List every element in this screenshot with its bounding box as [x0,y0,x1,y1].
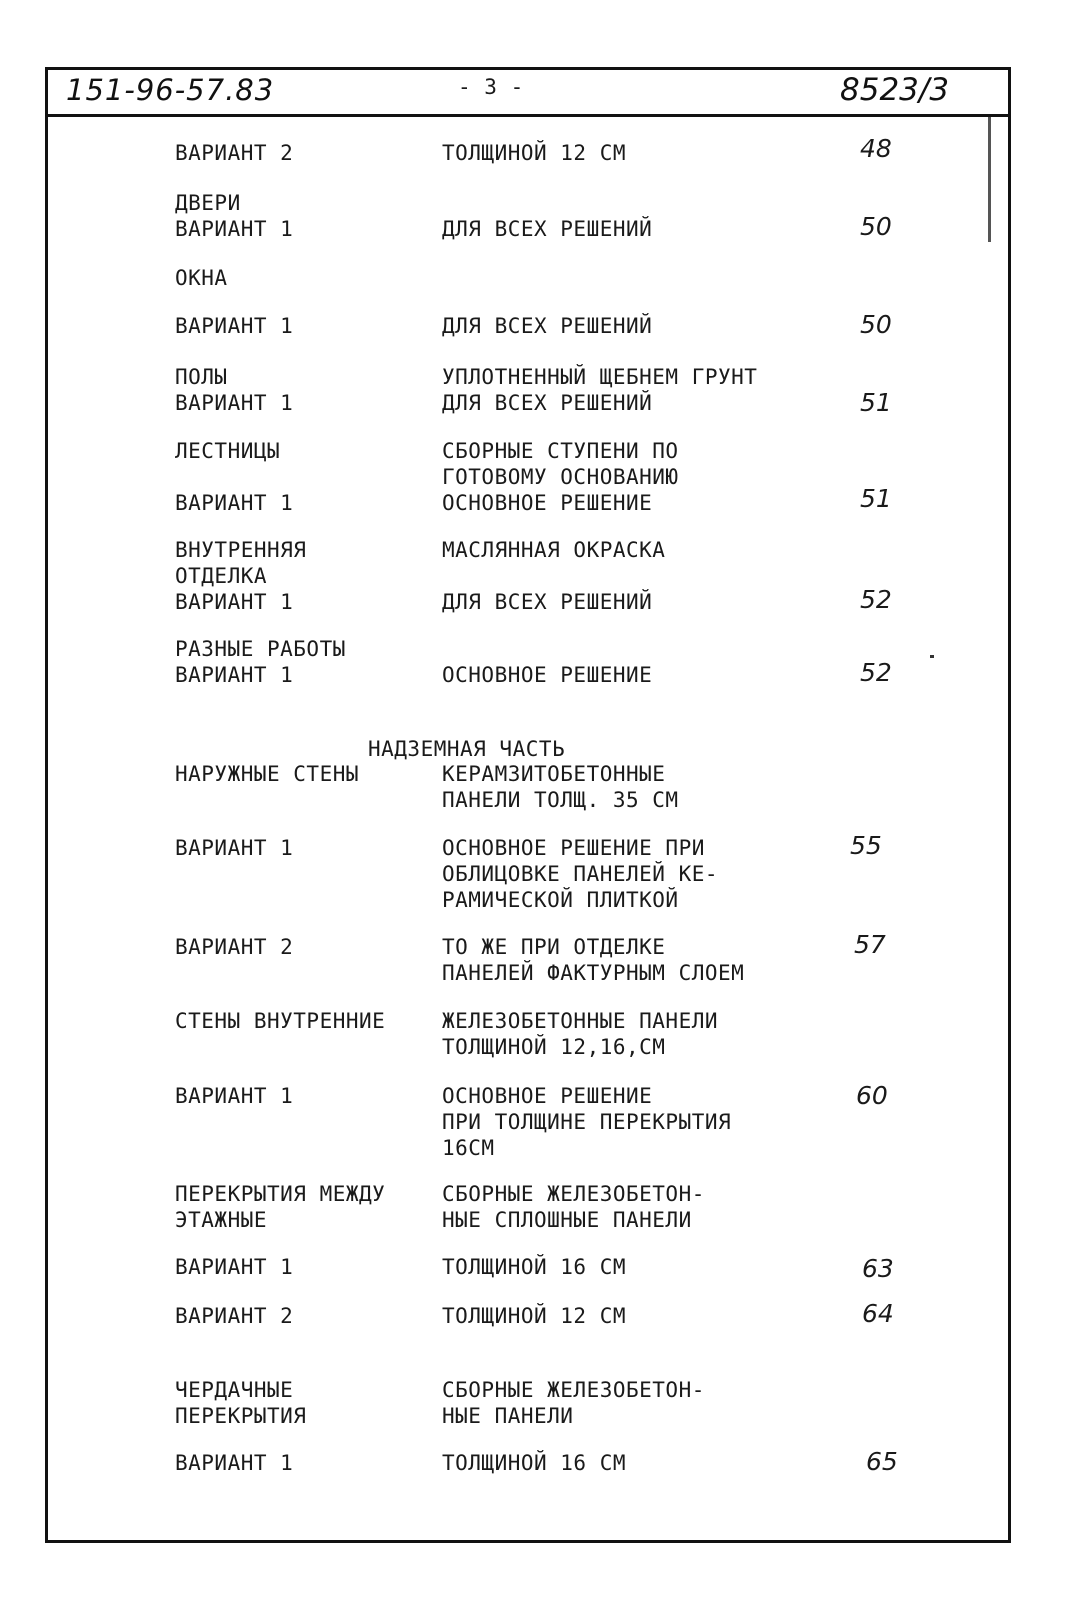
row-right: ДЛЯ ВСЕХ РЕШЕНИЙ [442,314,653,338]
row-right: ЖЕЛЕЗОБЕТОННЫЕ ПАНЕЛИ ТОЛЩИНОЙ 12,16,СМ [442,1009,719,1059]
row-page-ref: 52 [860,658,892,687]
row-left: ВНУТРЕННЯЯ ОТДЕЛКА ВАРИАНТ 1 [175,538,307,614]
row-page-ref: 51 [860,388,892,417]
document-code: 151-96-57.83 [66,73,275,107]
row-left: ОКНА [175,266,228,290]
row-left: НАРУЖНЫЕ СТЕНЫ [175,762,360,786]
row-left: РАЗНЫЕ РАБОТЫ ВАРИАНТ 1 [175,637,346,687]
row-right: СБОРНЫЕ ЖЕЛЕЗОБЕТОН- НЫЕ ПАНЕЛИ [442,1378,705,1428]
row-left: ВАРИАНТ 1 [175,1084,294,1108]
row-left: ДВЕРИ ВАРИАНТ 1 [175,191,294,241]
row-left: ВАРИАНТ 2 [175,935,294,959]
row-right: ТОЛЩИНОЙ 12 СМ [442,1304,627,1328]
row-page-ref: 65 [866,1447,898,1476]
row-right: ТОЛЩИНОЙ 16 СМ [442,1451,627,1475]
row-page-ref: 52 [860,585,892,614]
row-page-ref: 64 [862,1299,894,1328]
row-right: МАСЛЯННАЯ ОКРАСКА ДЛЯ ВСЕХ РЕШЕНИЙ [442,538,666,614]
row-right: ОСНОВНОЕ РЕШЕНИЕ [442,663,653,687]
header-divider [45,114,1011,117]
sheet-number: 8523/3 [840,72,950,108]
row-left: ПЕРЕКРЫТИЯ МЕЖДУ ЭТАЖНЫЕ [175,1182,386,1232]
row-page-ref: 57 [854,930,886,959]
row-left: ЛЕСТНИЦЫ ВАРИАНТ 1 [175,439,294,515]
row-right: ОСНОВНОЕ РЕШЕНИЕ ПРИ ОБЛИЦОВКЕ ПАНЕЛЕЙ КЕ- РАМИЧЕСКОЙ ПЛИТКОЙ [442,836,719,912]
row-right: КЕРАМЗИТОБЕТОННЫЕ ПАНЕЛИ ТОЛЩ. 35 СМ [442,762,679,812]
page-number: - 3 - [458,75,524,99]
row-left: ВАРИАНТ 1 [175,314,294,338]
scan-artifact-dot [930,655,934,658]
row-left: ВАРИАНТ 1 [175,836,294,860]
row-left: ВАРИАНТ 2 [175,141,294,165]
row-left: ПОЛЫ ВАРИАНТ 1 [175,365,294,415]
row-left: ЧЕРДАЧНЫЕ ПЕРЕКРЫТИЯ [175,1378,307,1428]
row-right: ТОЛЩИНОЙ 12 СМ [442,141,627,165]
row-page-ref: 51 [860,484,892,513]
row-right: СБОРНЫЕ ЖЕЛЕЗОБЕТОН- НЫЕ СПЛОШНЫЕ ПАНЕЛИ [442,1182,705,1232]
row-right: УПЛОТНЕННЫЙ ЩЕБНЕМ ГРУНТ ДЛЯ ВСЕХ РЕШЕНИЙ [442,365,758,415]
row-page-ref: 48 [860,134,892,163]
row-left: ВАРИАНТ 1 [175,1255,294,1279]
row-left: ВАРИАНТ 2 [175,1304,294,1328]
row-right: ДЛЯ ВСЕХ РЕШЕНИЙ [442,217,653,241]
row-right: ТОЛЩИНОЙ 16 СМ [442,1255,627,1279]
row-right: СБОРНЫЕ СТУПЕНИ ПО ГОТОВОМУ ОСНОВАНИЮ ОСНОВНОЕ РЕШЕНИЕ [442,439,679,515]
row-page-ref: 63 [862,1254,894,1283]
row-page-ref: 60 [856,1081,888,1110]
row-right: ТО ЖЕ ПРИ ОТДЕЛКЕ ПАНЕЛЕЙ ФАКТУРНЫМ СЛОЕМ [442,935,745,985]
row-page-ref: 55 [850,831,882,860]
row-left: ВАРИАНТ 1 [175,1451,294,1475]
row-page-ref: 50 [860,310,892,339]
scan-artifact-line [988,117,991,242]
row-right: ОСНОВНОЕ РЕШЕНИЕ ПРИ ТОЛЩИНЕ ПЕРЕКРЫТИЯ 16СМ [442,1084,732,1160]
row-left: СТЕНЫ ВНУТРЕННИЕ [175,1009,386,1033]
row-page-ref: 50 [860,212,892,241]
section-heading: НАДЗЕМНАЯ ЧАСТЬ [368,737,566,761]
